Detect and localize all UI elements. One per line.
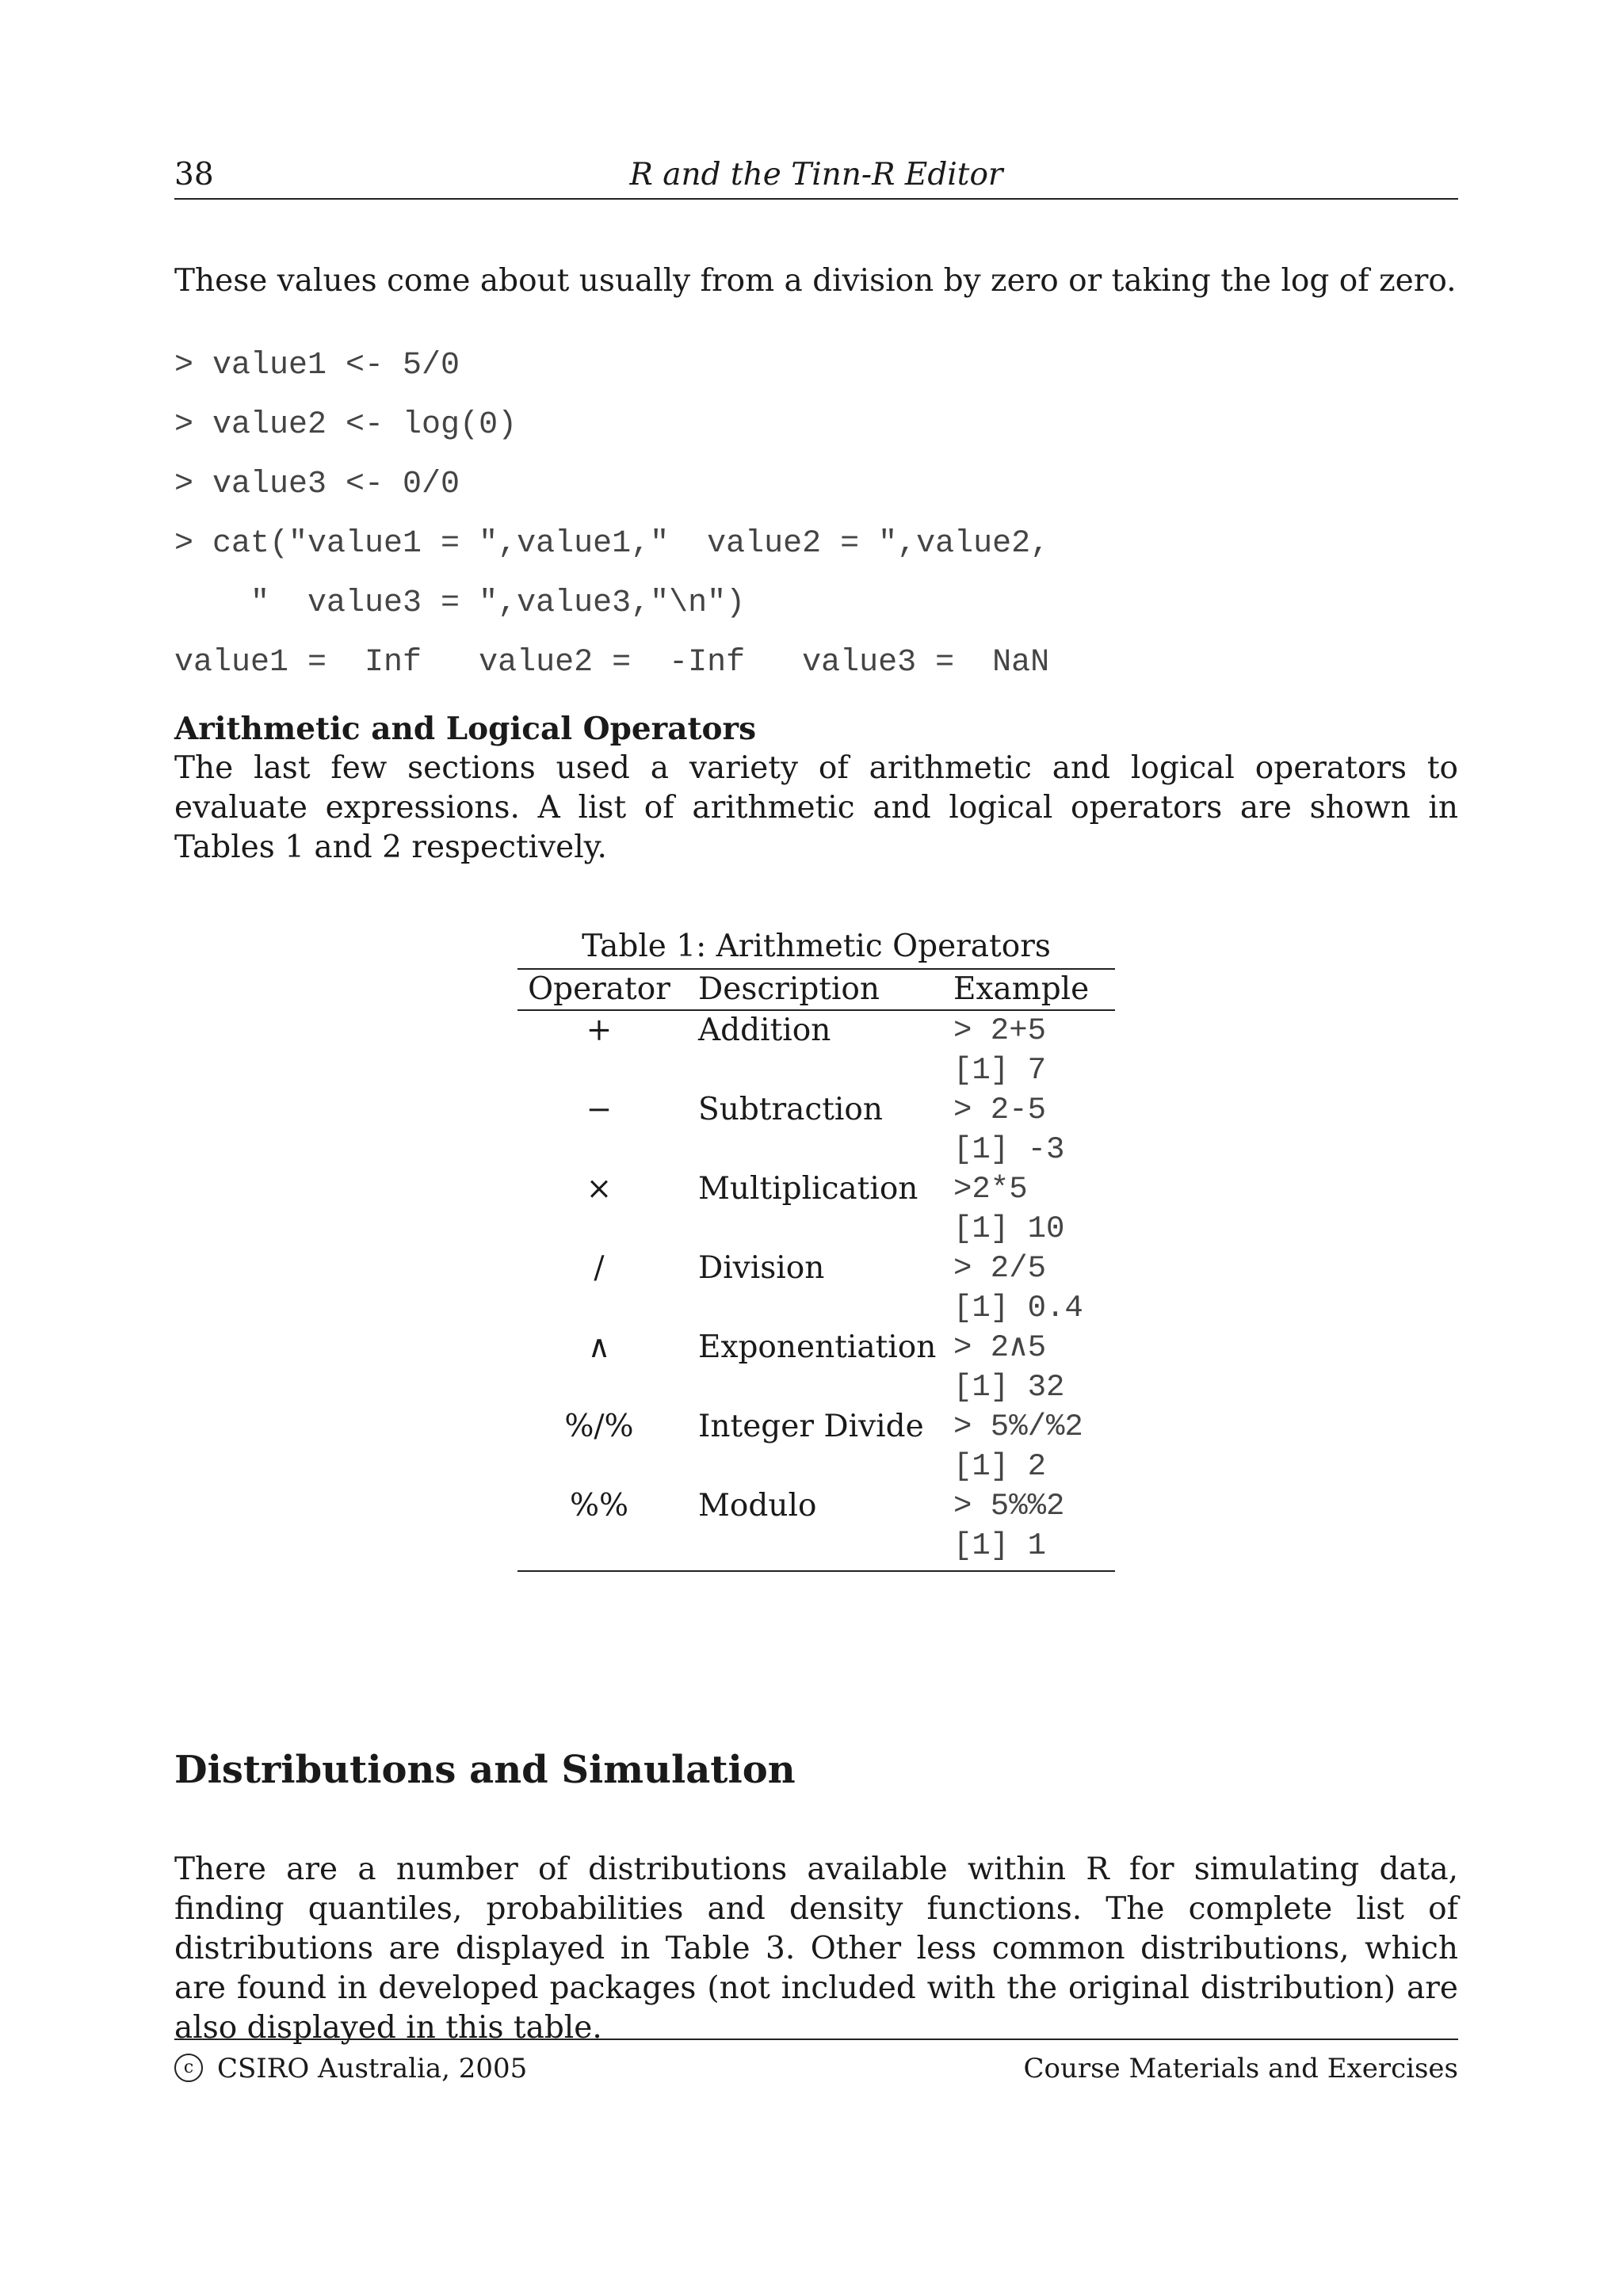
table-header-row xyxy=(517,970,1115,1011)
description-cell: Integer Divide xyxy=(698,1409,924,1444)
footer-copyright xyxy=(174,2050,527,2088)
table-row xyxy=(517,1090,1115,1169)
code-line: > cat("value1 = ",value1," value2 = ",value2, xyxy=(174,526,1050,562)
table-row xyxy=(517,1328,1115,1407)
operator-cell: − xyxy=(586,1092,613,1127)
example-input: > 2∧5 xyxy=(953,1330,1047,1365)
header-description: Description xyxy=(698,971,880,1007)
code-output-line: value1 = Inf value2 = -Inf value3 = NaN xyxy=(174,645,1050,681)
description-cell: Division xyxy=(698,1250,825,1286)
table-body xyxy=(517,1011,1115,1570)
example-cell xyxy=(953,1169,1064,1249)
copyright-icon: c xyxy=(174,2054,203,2082)
operator-cell: %/% xyxy=(564,1409,634,1444)
example-cell xyxy=(953,1090,1064,1169)
code-line: > value2 <- log(0) xyxy=(174,407,517,443)
footer-right-text: Course Materials and Exercises xyxy=(1023,2053,1458,2084)
operators-paragraph: The last few sections used a variety of arithmetic and logical operators to evaluate expressions. A list of arithmetic and logical operators are shown in Tables 1 and 2 respectively. xyxy=(174,750,1458,865)
example-result: [1] 32 xyxy=(953,1370,1065,1405)
operator-cell: × xyxy=(586,1171,613,1207)
description-cell: Addition xyxy=(698,1013,831,1048)
code-line: > value1 <- 5/0 xyxy=(174,348,460,383)
page-footer xyxy=(174,2039,1458,2084)
header-operator: Operator xyxy=(528,971,670,1007)
operator-cell: + xyxy=(586,1013,613,1048)
example-input: > 5%%2 xyxy=(953,1489,1065,1524)
table-caption: Table 1: Arithmetic Operators xyxy=(582,929,1051,964)
operators-heading: Arithmetic and Logical Operators xyxy=(174,711,757,747)
table-row xyxy=(517,1407,1115,1486)
operator-cell: / xyxy=(594,1250,605,1286)
table-row xyxy=(517,1249,1115,1328)
header-example: Example xyxy=(953,971,1090,1007)
footer-left-text: CSIRO Australia, 2005 xyxy=(217,2053,528,2084)
running-title: R and the Tinn-R Editor xyxy=(629,157,1003,193)
table-row xyxy=(517,1011,1115,1090)
description-cell: Exponentiation xyxy=(698,1329,937,1365)
description-cell: Multiplication xyxy=(698,1171,918,1207)
example-input: >2*5 xyxy=(953,1172,1028,1207)
example-result: [1] 2 xyxy=(953,1449,1047,1484)
document-page xyxy=(174,0,1458,2296)
example-result: [1] 1 xyxy=(953,1528,1047,1563)
table-row xyxy=(517,1486,1115,1566)
example-result: [1] -3 xyxy=(953,1132,1065,1167)
example-cell xyxy=(953,1407,1083,1486)
example-result: [1] 10 xyxy=(953,1211,1065,1246)
running-header xyxy=(174,155,1458,200)
example-input: > 5%/%2 xyxy=(953,1409,1083,1444)
operator-cell: ∧ xyxy=(587,1329,611,1365)
operator-cell: %% xyxy=(569,1488,629,1524)
description-cell: Modulo xyxy=(698,1488,817,1524)
example-cell xyxy=(953,1249,1083,1328)
table-row xyxy=(517,1169,1115,1249)
example-cell xyxy=(953,1486,1064,1566)
page-number: 38 xyxy=(174,157,214,193)
code-line: " value3 = ",value3,"\n") xyxy=(174,585,746,621)
example-result: [1] 0.4 xyxy=(953,1291,1083,1325)
example-input: > 2-5 xyxy=(953,1093,1047,1127)
code-line: > value3 <- 0/0 xyxy=(174,467,460,502)
example-cell xyxy=(953,1328,1064,1407)
example-input: > 2/5 xyxy=(953,1251,1047,1286)
distributions-heading: Distributions and Simulation xyxy=(174,1748,796,1792)
intro-paragraph: These values come about usually from a division by zero or taking the log of zero. xyxy=(174,263,1457,299)
example-result: [1] 7 xyxy=(953,1053,1047,1088)
example-input: > 2+5 xyxy=(953,1013,1047,1048)
example-cell xyxy=(953,1011,1046,1090)
description-cell: Subtraction xyxy=(698,1092,883,1127)
arithmetic-operators-table xyxy=(517,968,1115,1572)
distributions-paragraph: There are a number of distributions available within R for simulating data, finding quantiles, probabilities and density functions. The complete list of distributions are displayed in Table 3. Other less common distributions, which are found in developed packages (not included with the original distribution) are also displayed in this table. xyxy=(174,1852,1458,2046)
